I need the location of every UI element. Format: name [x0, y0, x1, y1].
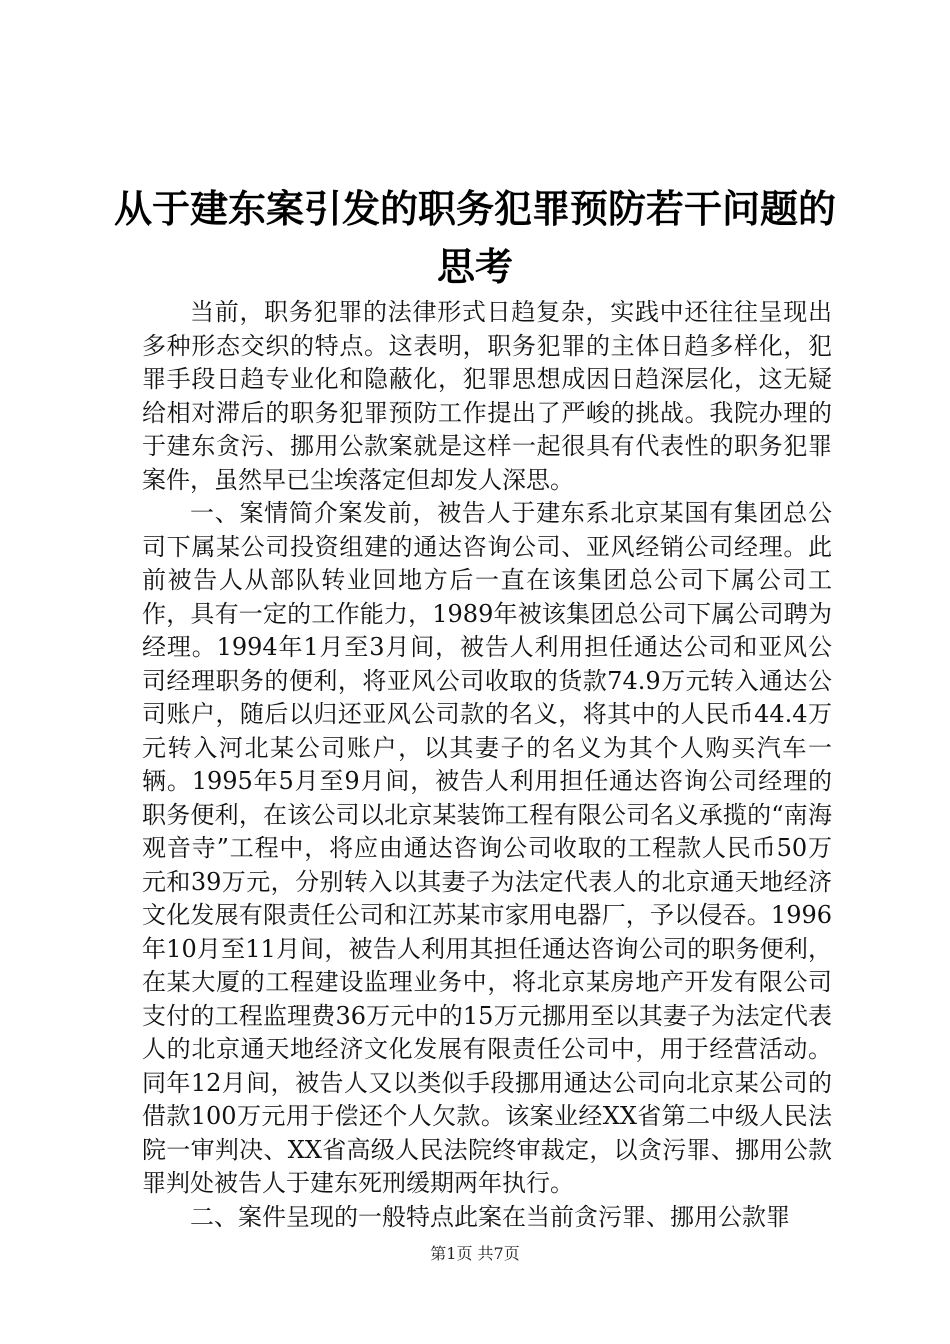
paragraph-case-summary: 一、案情简介案发前，被告人于建东系北京某国有集团总公司下属某公司投资组建的通达咨询公司、亚风经销公司经理。此前被告人从部队转业回地方后一直在该集团总公司下属公司工作，具有一定的工作能力，1989年被该集团总公司下属公司聘为经理。1994年1月至3月间，被告人利用担任通达公司和亚风公司经理职务的便利，将亚风公司收取的货款74.9万元转入通达公司账户，随后以归还亚风公司款的名义，将其中的人民币44.4万元转入河北某公司账户，以其妻子的名义为其个人购买汽车一辆。1995年5月至9月间，被告人利用担任通达咨询公司经理的职务便利，在该公司以北京某装饰工程有限公司名义承揽的“南海观音寺”工程中，将应由通达咨询公司收取的工程款人民币50万元和39万元，分别转入以其妻子为法定代表人的北京通天地经济文化发展有限责任公司和江苏某市家用电器厂，予以侵吞。1996年10月至11月间，被告人利用其担任通达咨询公司的职务便利，在某大厦的工程建设监理业务中，将北京某房地产开发有限公司支付的工程监理费36万元中的15万元挪用至以其妻子为法定代表人的北京通天地经济文化发展有限责任公司中，用于经营活动。同年12月间，被告人又以类似手段挪用通达公司向北京某公司的借款100万元用于偿还个人欠款。该案业经XX省第二中级人民法院一审判决、XX省高级人民法院终审裁定，以贪污罪、挪用公款罪判处被告人于建东死刑缓期两年执行。	[142, 499, 832, 1197]
paragraph-intro: 当前，职务犯罪的法律形式日趋复杂，实践中还往往呈现出多种形态交织的特点。这表明，职务犯罪的主体日趋多样化，犯罪手段日趋专业化和隐蔽化，犯罪思想成因日趋深层化，这无疑给相对滞后的职务犯罪预防工作提出了严峻的挑战。我院办理的于建东贪污、挪用公款案就是这样一起很具有代表性的职务犯罪案件，虽然早已尘埃落定但却发人深思。	[142, 298, 832, 494]
page-number-footer: 第1页 共7页	[430, 1244, 520, 1263]
document-title: 从于建东案引发的职务犯罪预防若干问题的思考	[113, 186, 836, 289]
paragraph-case-features: 二、案件呈现的一般特点此案在当前贪污罪、挪用公款罪	[190, 1202, 790, 1231]
document-body	[142, 296, 832, 1234]
